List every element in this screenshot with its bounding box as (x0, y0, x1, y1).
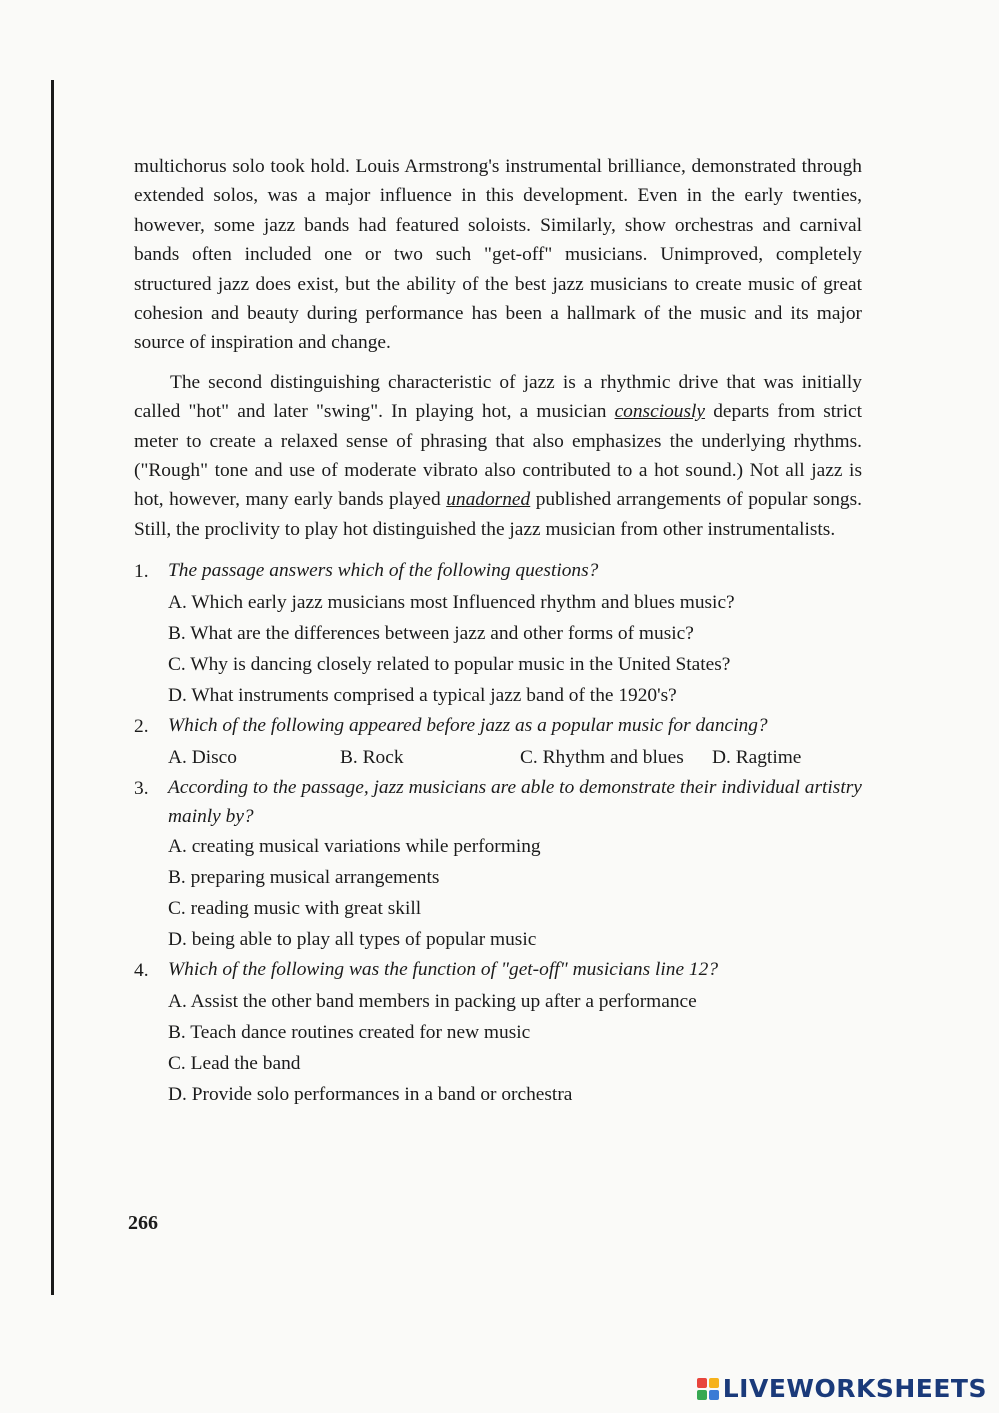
question-text: Which of the following was the function of "get-off" musicians line 12? (168, 959, 719, 981)
logo-square-red (697, 1378, 707, 1388)
page-number: 266 (128, 1212, 158, 1234)
question-number: 4. (134, 960, 149, 982)
question-text: The passage answers which of the following questions? (168, 560, 599, 582)
answer-option[interactable]: B. What are the differences between jazz and other forms of music? (168, 623, 694, 645)
answer-option[interactable]: D. What instruments comprised a typical jazz band of the 1920's? (168, 685, 677, 707)
question-3 (134, 773, 862, 955)
binding-margin-line (51, 80, 54, 1295)
underlined-word-consciously: consciously (614, 401, 706, 423)
question-text: According to the passage, jazz musicians are able to demonstrate their individual artistry mainly by? (168, 777, 862, 828)
answer-options-row (134, 742, 862, 773)
answer-option[interactable]: D. Ragtime (712, 747, 802, 769)
question-4 (134, 955, 862, 1110)
answer-option[interactable]: C. Lead the band (168, 1053, 301, 1075)
passage-paragraph-1: multichorus solo took hold. Louis Armstrong's instrumental brilliance, demonstrated through extended solos, was a major influence in this development. Even in the early twenties, however, some jazz bands had featured soloists. Similarly, show orchestras and carnival bands often included one or two such "get-off" musicians. Unimproved, completely structured jazz does exist, but the ability of the best jazz musicians to create music of great cohesion and beauty during performance has been a hallmark of the music and its major source of inspiration and change. (134, 156, 862, 354)
answer-option[interactable]: B. Teach dance routines created for new music (168, 1022, 531, 1044)
answer-option[interactable]: A. Which early jazz musicians most Influenced rhythm and blues music? (168, 592, 735, 614)
answer-option[interactable]: C. Why is dancing closely related to popular music in the United States? (168, 654, 731, 676)
answer-option[interactable]: D. being able to play all types of popular music (168, 929, 537, 951)
page-content (134, 152, 862, 1110)
logo-square-blue (709, 1390, 719, 1400)
passage-paragraph-2 (134, 368, 862, 544)
question-text: Which of the following appeared before jazz as a popular music for dancing? (168, 715, 768, 737)
answer-option[interactable]: C. Rhythm and blues (520, 747, 684, 769)
logo-square-yellow (709, 1378, 719, 1388)
question-2 (134, 711, 862, 773)
question-number: 2. (134, 716, 149, 738)
liveworksheets-watermark (697, 1374, 987, 1403)
question-number: 3. (134, 778, 149, 800)
logo-square-green (697, 1390, 707, 1400)
answer-option[interactable]: A. Assist the other band members in packing up after a performance (168, 991, 697, 1013)
question-1 (134, 556, 862, 711)
answer-option[interactable]: D. Provide solo performances in a band or orchestra (168, 1084, 573, 1106)
underlined-word-unadorned: unadorned (446, 489, 531, 511)
passage-p2-part-c: published arrangements of popular songs. Still, the proclivity to play hot distinguished the jazz musician from other instrumentalists. (134, 489, 862, 540)
question-list (134, 556, 862, 1110)
answer-option[interactable]: C. reading music with great skill (168, 898, 422, 920)
watermark-text: LIVEWORKSHEETS (722, 1374, 987, 1403)
answer-option[interactable]: B. preparing musical arrangements (168, 867, 440, 889)
question-number: 1. (134, 561, 149, 583)
liveworksheets-logo-icon (697, 1378, 719, 1400)
answer-option[interactable]: B. Rock (340, 747, 404, 769)
answer-option[interactable]: A. creating musical variations while performing (168, 836, 541, 858)
passage-p2-part-a: The second distinguishing characteristic of jazz is a rhythmic drive that was initially called "hot" and later "swing". In playing hot, a musician (134, 371, 862, 423)
answer-option[interactable]: A. Disco (168, 747, 237, 769)
passage-p2-part-b: departs from strict meter to create a relaxed sense of phrasing that also emphasizes the underlying rhythms. ("Rough" tone and use of moderate vibrato also contributed to a hot sound.) Not all jazz is hot, however, many early bands played (134, 401, 862, 511)
